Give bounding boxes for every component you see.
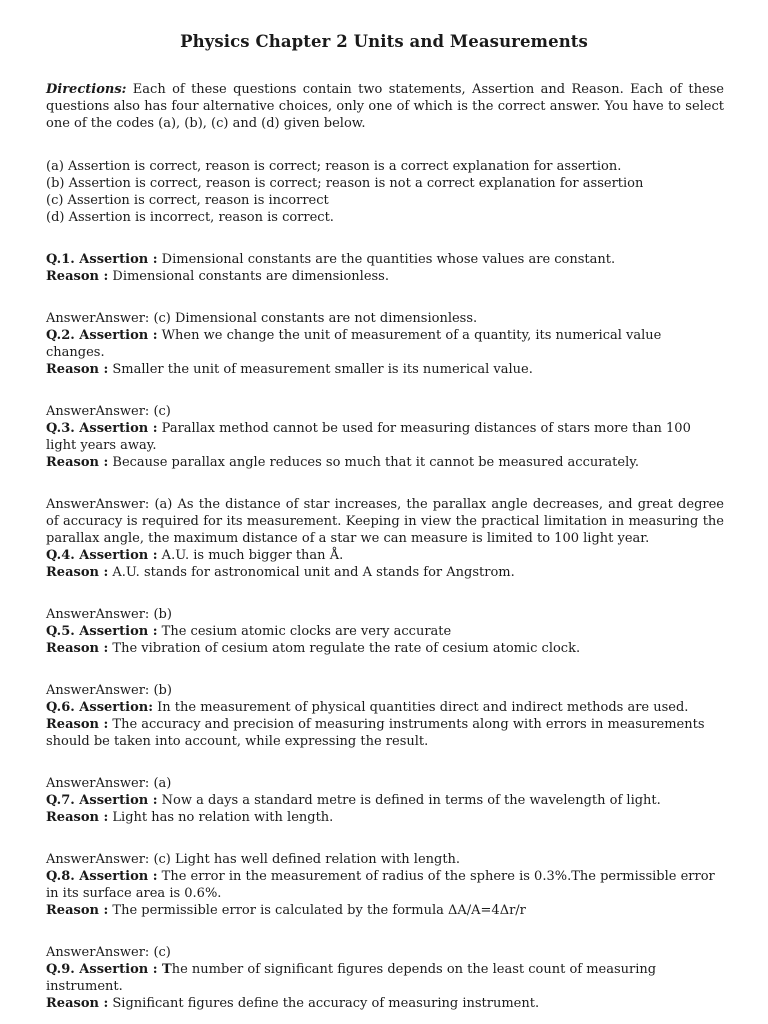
question-block-4 — [46, 496, 724, 581]
assertion-label: Q.6. Assertion: — [46, 700, 154, 715]
assertion-text: The error in the measurement of radius of the sphere is 0.3%.The permissible error in its surface area is 0.6%. — [46, 869, 715, 901]
question-block-3 — [46, 403, 724, 471]
question-block-6 — [46, 682, 724, 750]
question-block-8 — [46, 851, 724, 919]
answer-code-a: (a) Assertion is correct, reason is correct; reason is a correct explanation for assertion. — [46, 159, 622, 174]
reason-text: A.U. stands for astronomical unit and A stands for Angstrom. — [108, 565, 515, 580]
reason-label: Reason : — [46, 565, 109, 580]
reason-line — [46, 902, 724, 919]
directions-paragraph — [46, 81, 724, 132]
answer-code-c: (c) Assertion is correct, reason is incorrect — [46, 193, 329, 208]
reason-text: The permissible error is calculated by the formula ΔA/A=4Δr/r — [108, 903, 526, 918]
assertion-text: Parallax method cannot be used for measuring distances of stars more than 100 light years away. — [46, 421, 691, 453]
assertion-text: The cesium atomic clocks are very accurate — [157, 624, 452, 639]
assertion-label: Q.1. Assertion : — [46, 252, 158, 267]
answer-line: AnswerAnswer: (a) — [46, 776, 172, 791]
assertion-label: Q.8. Assertion : — [46, 869, 158, 884]
assertion-label: Q.3. Assertion : — [46, 421, 158, 436]
reason-line — [46, 995, 724, 1012]
answer-line: AnswerAnswer: (b) — [46, 607, 172, 622]
directions-text: Each of these questions contain two statements, Assertion and Reason. Each of these questions also has four alternative choices, only one of which is the correct answer. You have to select one of the codes (a), (b), (c) and (d) given below. — [46, 82, 724, 131]
reason-label: Reason : — [46, 810, 109, 825]
assertion-line — [46, 251, 724, 268]
reason-text: Significant figures define the accuracy of measuring instrument. — [108, 996, 540, 1011]
reason-label: Reason : — [46, 717, 109, 732]
answer-code-b: (b) Assertion is correct, reason is correct; reason is not a correct explanation for assertion — [46, 176, 644, 191]
reason-label: Reason : — [46, 269, 109, 284]
reason-text: The vibration of cesium atom regulate the rate of cesium atomic clock. — [108, 641, 581, 656]
assertion-line — [46, 547, 724, 564]
question-block-1 — [46, 251, 724, 285]
question-block-9 — [46, 944, 724, 1012]
assertion-line — [46, 868, 724, 902]
answer-line: AnswerAnswer: (b) — [46, 683, 172, 698]
assertion-label: Q.2. Assertion : — [46, 328, 158, 343]
reason-label: Reason : — [46, 362, 109, 377]
answer-line: AnswerAnswer: (c) Light has well defined relation with length. — [46, 852, 461, 867]
assertion-text: he number of significant figures depends on the least count of measuring instrument. — [46, 962, 657, 994]
question-block-7 — [46, 775, 724, 826]
assertion-text: In the measurement of physical quantities direct and indirect methods are used. — [153, 700, 689, 715]
reason-line — [46, 268, 724, 285]
reason-text: The accuracy and precision of measuring instruments along with errors in measurements should be taken into account, while expressing the result. — [46, 717, 705, 749]
reason-line — [46, 716, 724, 750]
assertion-label: Q.9. Assertion : T — [46, 962, 172, 977]
reason-label: Reason : — [46, 641, 109, 656]
reason-text: Light has no relation with length. — [108, 810, 334, 825]
reason-label: Reason : — [46, 455, 109, 470]
reason-line — [46, 564, 724, 581]
assertion-line — [46, 961, 724, 995]
reason-line — [46, 640, 724, 657]
assertion-line — [46, 623, 724, 640]
answer-codes-list — [46, 158, 724, 226]
answer-line: AnswerAnswer: (c) Dimensional constants are not dimensionless. — [46, 311, 478, 326]
reason-line — [46, 454, 724, 471]
assertion-text: Dimensional constants are the quantities whose values are constant. — [157, 252, 616, 267]
assertion-text: Now a days a standard metre is defined in terms of the wavelength of light. — [157, 793, 661, 808]
assertion-text: A.U. is much bigger than Å. — [157, 548, 344, 563]
reason-text: Smaller the unit of measurement smaller is its numerical value. — [108, 362, 533, 377]
assertion-text: When we change the unit of measurement of a quantity, its numerical value changes. — [46, 328, 662, 360]
answer-line: AnswerAnswer: (c) — [46, 404, 171, 419]
assertion-line — [46, 699, 724, 716]
answer-line: AnswerAnswer: (a) As the distance of star increases, the parallax angle decreases, and great degree of accuracy is required for its measurement. Keeping in view the practical limitation in measuring the parallax angle, the maximum distance of a star we can measure is limited to 100 light year. — [46, 497, 724, 546]
reason-line — [46, 809, 724, 826]
page-title: Physics Chapter 2 Units and Measurements — [180, 32, 588, 51]
assertion-line — [46, 327, 724, 361]
reason-label: Reason : — [46, 903, 109, 918]
assertion-label: Q.4. Assertion : — [46, 548, 158, 563]
assertion-line — [46, 792, 724, 809]
reason-text: Because parallax angle reduces so much that it cannot be measured accurately. — [108, 455, 640, 470]
reason-line — [46, 361, 724, 378]
question-block-5 — [46, 606, 724, 657]
assertion-line — [46, 420, 724, 454]
directions-label: Directions: — [46, 82, 127, 97]
assertion-label: Q.7. Assertion : — [46, 793, 158, 808]
answer-code-d: (d) Assertion is incorrect, reason is correct. — [46, 210, 334, 225]
reason-text: Dimensional constants are dimensionless. — [108, 269, 389, 284]
question-block-2 — [46, 310, 724, 378]
document-content — [46, 81, 724, 1012]
assertion-label: Q.5. Assertion : — [46, 624, 158, 639]
reason-label: Reason : — [46, 996, 109, 1011]
answer-line: AnswerAnswer: (c) — [46, 945, 171, 960]
